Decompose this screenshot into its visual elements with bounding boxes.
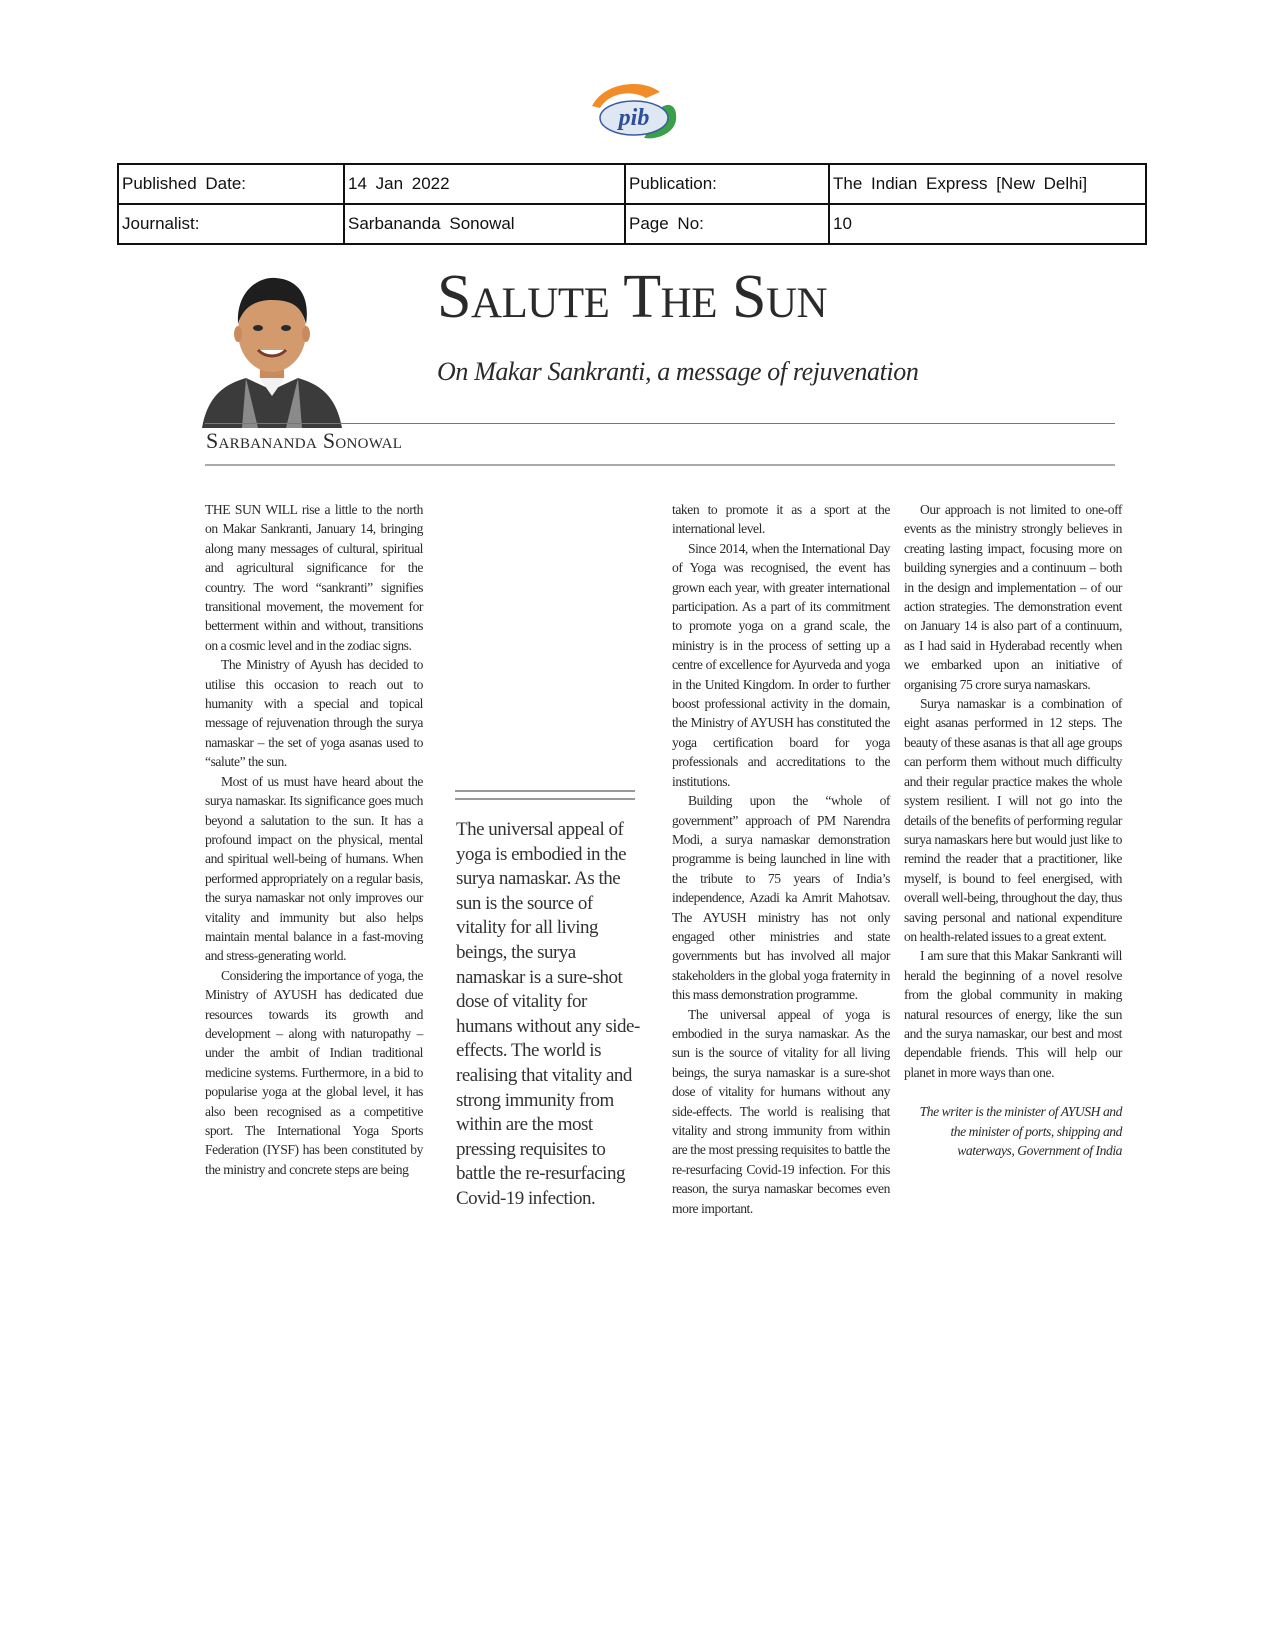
paragraph: Most of us must have heard about the surya namaskar. Its significance goes much beyond a salutation to the sun. It has a profound impact on the physical, mental and spiritual well-being of humans. When performed appropriately on a regular basis, the surya namaskar not only improves our vitality and immunity but also helps maintain mental balance in a fast-moving and stress-generating world. <box>205 773 423 964</box>
article-column-4 <box>904 500 1122 1160</box>
pullquote: The universal appeal of yoga is embodied in the surya namaskar. As the sun is the source of vitality for all living beings, the surya namaskar is a sure-shot dose of vitality for humans without any side-effects. The world is realising that vitality and strong immunity from within are the most pressing requisites to battle the re-resurfacing Covid-19 infection. <box>456 819 640 1209</box>
paragraph: taken to promote it as a sport at the international level. <box>672 502 890 537</box>
paragraph: The Ministry of Ayush has decided to utilise this occasion to reach out to humanity with a special and topical message of rejuvenation through the surya namaskar – the set of yoga asanas used to “salute” the sun. <box>205 657 423 770</box>
paragraph: Considering the importance of yoga, the Ministry of AYUSH has dedicated due resources towards its growth and development – along with naturopathy – under the ambit of Indian traditional medicine systems. Furthermore, in a bid to popularise yoga at the global level, it has also been recognised as a competitive sport. The International Yoga Sports Federation (IYSF) has been constituted by the ministry and concrete steps are being <box>205 967 423 1177</box>
publication-value: The Indian Express [New Delhi] <box>829 164 1146 204</box>
journalist-value: Sarbananda Sonowal <box>344 204 625 244</box>
journalist-label: Journalist: <box>118 204 344 244</box>
byline: Sarbananda Sonowal <box>206 428 403 453</box>
divider <box>205 423 1115 424</box>
published-date-label: Published Date: <box>118 164 344 204</box>
author-credit: The writer is the minister of AYUSH and the minister of ports, shipping and waterways, Government of India <box>919 1104 1122 1158</box>
article-column-1 <box>205 500 423 1179</box>
pib-logo <box>586 76 682 146</box>
page-value: 10 <box>829 204 1146 244</box>
logo-wordmark: pib <box>618 105 650 131</box>
headline: Salute The Sun <box>437 263 828 331</box>
publication-label: Publication: <box>625 164 829 204</box>
pib-logo-icon <box>586 76 682 146</box>
metadata-table <box>117 163 1147 245</box>
page-label: Page No: <box>625 204 829 244</box>
author-portrait <box>202 272 342 428</box>
paragraph: THE SUN WILL rise a little to the north on Makar Sankranti, January 14, bringing along many messages of cultural, spiritual and agricultural significance for the country. The word “sankranti” signifies transitional movement, the movement for betterment within and without, transitions on a cosmic level and in the zodiac signs. <box>205 502 423 653</box>
article-column-3 <box>672 500 890 1218</box>
divider <box>205 464 1115 466</box>
paragraph: The universal appeal of yoga is embodied in the surya namaskar. As the sun is the source of vitality for all living beings, the surya namaskar is a sure-shot dose of vitality for humans without any side-effects. The world is realising that vitality and strong immunity from within are the most pressing requisites to battle the re-resurfacing Covid-19 infection. For this reason, the surya namaskar becomes even more important. <box>672 1006 890 1216</box>
pullquote-rule <box>455 790 635 800</box>
paragraph: I am sure that this Makar Sankranti will herald the beginning of a novel resolve from the global community in making natural resources of energy, like the sun and the surya namaskar, our best and most dependable friends. This will help our planet in more ways than one. <box>904 948 1122 1080</box>
paragraph: Surya namaskar is a combination of eight asanas performed in 12 steps. The beauty of these asanas is that all age groups can perform them without much difficulty and their regular practice makes the whole system resilient. I will not go into the details of the benefits of performing regular surya namaskars here but would just like to remind the reader that a practitioner, like myself, is bound to feel energised, with overall well-being, throughout the day, thus saving personal and national expenditure on health-related issues to a great extent. <box>904 696 1122 944</box>
paragraph: Our approach is not limited to one-off events as the ministry strongly believes in creating lasting impact, focusing more on building synergies and a continuum – both in the design and implementation – of our action strategies. The demonstration event on January 14 is also part of a continuum, as I had said in Hyderabad recently when we embarked upon an initiative of organising 75 crore surya namaskars. <box>904 502 1122 692</box>
subheadline: On Makar Sankranti, a message of rejuvenation <box>437 357 919 386</box>
paragraph: Building upon the “whole of government” approach of PM Narendra Modi, a surya namaskar demonstration programme is being launched in line with the tribute to 75 years of India’s independence, Azadi ka Amrit Mahotsav. The AYUSH ministry has not only engaged other ministries and state governments but has involved all major stakeholders in the global yoga fraternity in this mass demonstration programme. <box>672 793 890 1003</box>
paragraph: Since 2014, when the International Day of Yoga was recognised, the event has grown each year, with greater international participation. As a part of its commitment to promote yoga on a grand scale, the ministry is in the process of setting up a centre of excellence for Ayurveda and yoga in the United Kingdom. In order to further boost professional activity in the domain, the Ministry of AYUSH has constituted the yoga certification board for yoga professionals and accreditations to the institutions. <box>672 540 890 789</box>
published-date-value: 14 Jan 2022 <box>344 164 625 204</box>
